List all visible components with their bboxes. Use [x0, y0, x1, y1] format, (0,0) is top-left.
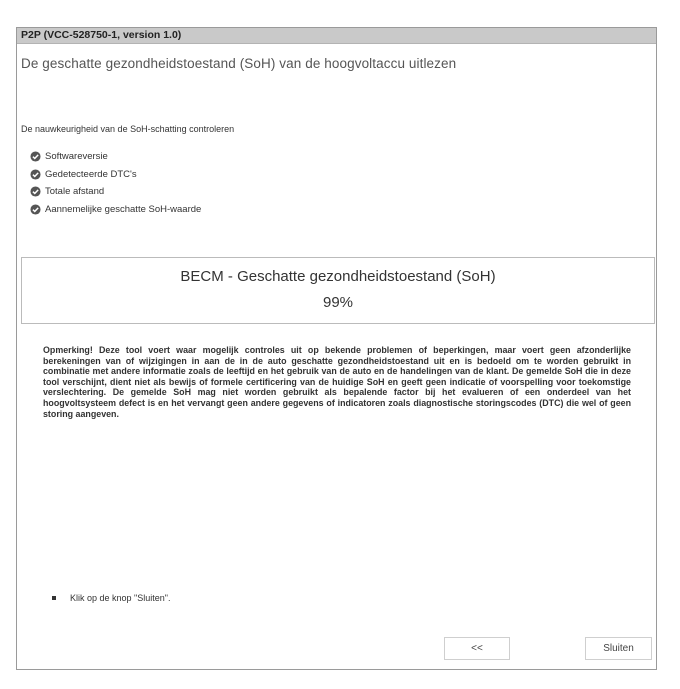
soh-result-title: BECM - Geschatte gezondheidstoestand (SoH) — [180, 268, 496, 285]
page-title: De geschatte gezondheidstoestand (SoH) van de hoogvoltaccu uitlezen — [21, 56, 457, 71]
soh-result-panel — [21, 257, 655, 324]
check-circle-icon — [30, 151, 41, 162]
window-titlebar: P2P (VCC-528750-1, version 1.0) — [17, 28, 656, 44]
back-button[interactable]: << — [444, 637, 510, 660]
square-bullet-icon — [52, 596, 56, 600]
close-button[interactable]: Sluiten — [585, 637, 652, 660]
instruction-text: Klik op de knop "Sluiten". — [70, 593, 171, 603]
check-item-total-distance — [30, 183, 201, 201]
checks-list — [30, 148, 201, 218]
check-circle-icon — [30, 204, 41, 215]
check-circle-icon — [30, 169, 41, 180]
check-item-detected-dtcs — [30, 166, 201, 184]
soh-result-value: 99% — [322, 294, 354, 311]
check-item-software-version — [30, 148, 201, 166]
check-circle-icon — [30, 186, 41, 197]
check-item-label: Gedetecteerde DTC's — [45, 168, 137, 180]
check-item-label: Aannemelijke geschatte SoH-waarde — [45, 203, 202, 215]
check-item-label: Totale afstand — [45, 186, 105, 198]
checks-title: De nauwkeurigheid van de SoH-schatting controleren — [21, 124, 235, 134]
check-item-label: Softwareversie — [45, 151, 108, 163]
instruction — [52, 593, 170, 603]
check-item-plausible-soh — [30, 201, 201, 219]
disclaimer-note: Opmerking! Deze tool voert waar mogelijk controles uit op bekende problemen of beperkingen, maar voert geen afzonderlijke berekeningen van of wijzigingen in aan de in de auto geschatte gezondheidstoestand uit en is bedoeld om te worden gebruikt in combinatie met andere informatie zoals de leeftijd en het gebruik van de auto en de handelingen van de klant. De gemelde SoH die in deze tool verschijnt, dient niet als bewijs of formele certificering van de huidige SoH en geeft geen indicatie of voorspelling voor toekomstige verslechtering. De gemelde SoH mag niet worden gebruikt als bepalende factor bij het evalueren of een onderdeel van het hoogvoltsysteem defect is en het vervangt geen andere gegevens of indicatoren zoals diagnostische storingscodes (DTC) die wel of geen storing aangeven. — [43, 345, 631, 419]
app-window — [16, 27, 657, 670]
